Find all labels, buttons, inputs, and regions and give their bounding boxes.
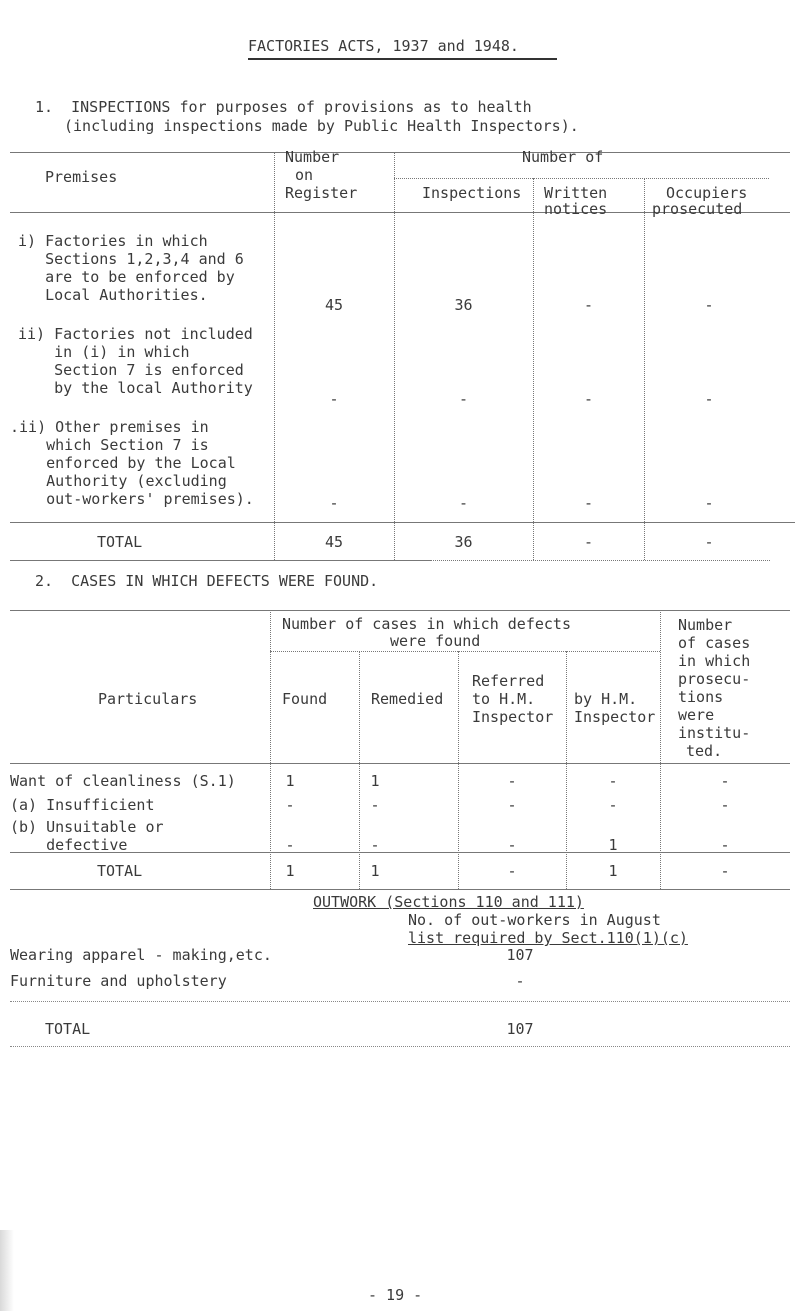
outwork-heading: OUTWORK (Sections 110 and 111) xyxy=(313,893,584,911)
total-prosecuted: - xyxy=(704,533,714,551)
scan-edge-shadow xyxy=(0,1230,14,1311)
inspections-value: - xyxy=(458,494,469,512)
rule xyxy=(394,178,769,179)
row-label: Authority (excluding xyxy=(10,472,227,490)
col-referred-header: Referred xyxy=(472,672,545,690)
referred-value: - xyxy=(507,836,517,854)
total-found: 1 xyxy=(285,862,295,880)
prosecutions-value: - xyxy=(720,796,730,814)
written-value: - xyxy=(583,296,594,314)
rule xyxy=(10,610,790,611)
remedied-value: - xyxy=(370,796,380,814)
outwork-row-label: Furniture and upholstery xyxy=(10,972,227,990)
col-prosecutions-header: tions xyxy=(678,688,724,706)
col-particulars-header: Particulars xyxy=(98,690,198,708)
rule xyxy=(10,763,790,764)
rule xyxy=(10,522,795,523)
row-label: (a) Insufficient xyxy=(10,796,155,814)
row-label: which Section 7 is xyxy=(10,436,209,454)
referred-value: - xyxy=(507,796,517,814)
outwork-row-label: Wearing apparel - making,etc. xyxy=(10,946,272,964)
prosecuted-value: - xyxy=(704,494,714,512)
col-prosecutions-header: ted. xyxy=(686,742,723,760)
row-label: (b) Unsuitable or xyxy=(10,818,164,836)
rule xyxy=(430,560,770,561)
section1-heading-line2: (including inspections made by Public Health Inspectors). xyxy=(64,117,579,135)
col-prosecutions-header: of cases xyxy=(678,634,751,652)
page-number: - 19 - xyxy=(368,1286,423,1304)
row-label: Local Authorities. xyxy=(18,286,208,304)
col-written-header: Written xyxy=(544,184,608,202)
row-label: enforced by the Local xyxy=(10,454,236,472)
total-by: 1 xyxy=(608,862,618,880)
row-label: defective xyxy=(10,836,128,854)
col-by-header: by H.M. xyxy=(574,690,638,708)
found-value: - xyxy=(285,796,295,814)
outwork-col-header: list required by Sect.110(1)(c) xyxy=(408,929,688,947)
col-premises-header: Premises xyxy=(45,168,118,186)
col-referred-header: Inspector xyxy=(472,708,554,726)
register-value: - xyxy=(329,494,339,512)
col-register-header: on xyxy=(295,166,314,184)
found-value: - xyxy=(285,836,295,854)
outwork-row-value: 107 xyxy=(506,946,534,964)
section2-heading: 2. CASES IN WHICH DEFECTS WERE FOUND. xyxy=(35,572,379,590)
col-found-header: Found xyxy=(282,690,328,708)
total-remedied: 1 xyxy=(370,862,380,880)
row-label: .ii) Other premises in xyxy=(10,418,209,436)
page-title: FACTORIES ACTS, 1937 and 1948. xyxy=(248,37,519,55)
col-register-header: Number xyxy=(285,148,340,166)
written-value: - xyxy=(583,494,594,512)
col-prosecutions-header: institu- xyxy=(678,724,751,742)
total-referred: - xyxy=(507,862,517,880)
col-prosecutions-header: Number xyxy=(678,616,733,634)
row-label: Sections 1,2,3,4 and 6 xyxy=(18,250,244,268)
outwork-col-header: No. of out-workers in August xyxy=(408,911,661,929)
col-remedied-header: Remedied xyxy=(371,690,444,708)
inspections-value: 36 xyxy=(454,296,473,314)
found-value: 1 xyxy=(285,772,295,790)
row-label: in (i) in which xyxy=(18,343,190,361)
col-number-of-header: Number of xyxy=(522,148,604,166)
col-prosecutions-header: prosecu- xyxy=(678,670,751,688)
row-label: ii) Factories not included xyxy=(18,325,253,343)
total-prosecutions: - xyxy=(720,862,730,880)
col-prosecutions-header: in which xyxy=(678,652,751,670)
outwork-total-label: TOTAL xyxy=(45,1020,91,1038)
register-value: 45 xyxy=(324,296,344,314)
by-value: - xyxy=(608,796,618,814)
total-written: - xyxy=(583,533,594,551)
by-value: 1 xyxy=(608,836,618,854)
written-value: - xyxy=(583,390,594,408)
col-inspections-header: Inspections xyxy=(422,184,522,202)
prosecuted-value: - xyxy=(704,390,714,408)
row-label: by the local Authority xyxy=(18,379,253,397)
col-written-header: notices xyxy=(544,200,608,218)
remedied-value: 1 xyxy=(370,772,380,790)
outwork-row-value: - xyxy=(515,972,525,990)
total-register: 45 xyxy=(324,533,344,551)
col-by-header: Inspector xyxy=(574,708,656,726)
remedied-value: - xyxy=(370,836,380,854)
register-value: - xyxy=(329,390,339,408)
section1-heading-line1: 1. INSPECTIONS for purposes of provisions as to health xyxy=(35,98,532,116)
row-label: are to be enforced by xyxy=(18,268,235,286)
outwork-total-value: 107 xyxy=(506,1020,534,1038)
col-prosecutions-header: were xyxy=(678,706,715,724)
col-register-header: Register xyxy=(285,184,358,202)
rule xyxy=(10,1046,790,1047)
prosecutions-value: - xyxy=(720,772,730,790)
total-inspections: 36 xyxy=(454,533,473,551)
by-value: - xyxy=(608,772,618,790)
rule xyxy=(10,152,790,153)
col-occupiers-header: Occupiers xyxy=(666,184,748,202)
prosecuted-value: - xyxy=(704,296,714,314)
total-label: TOTAL xyxy=(97,533,143,551)
rule xyxy=(10,1001,790,1002)
col-occupiers-header: prosecuted xyxy=(652,200,743,218)
row-label: Section 7 is enforced xyxy=(18,361,244,379)
col-group-header: Number of cases in which defects xyxy=(282,615,571,633)
inspections-value: - xyxy=(458,390,469,408)
row-label: Want of cleanliness (S.1) xyxy=(10,772,236,790)
col-referred-header: to H.M. xyxy=(472,690,536,708)
prosecutions-value: - xyxy=(720,836,730,854)
total-label: TOTAL xyxy=(97,862,143,880)
row-label: out-workers' premises). xyxy=(10,490,254,508)
col-group-header: were found xyxy=(390,632,481,650)
row-label: i) Factories in which xyxy=(18,232,208,250)
rule xyxy=(10,889,790,890)
title-underline xyxy=(248,58,557,60)
referred-value: - xyxy=(507,772,517,790)
rule xyxy=(270,651,660,652)
rule xyxy=(10,560,430,561)
